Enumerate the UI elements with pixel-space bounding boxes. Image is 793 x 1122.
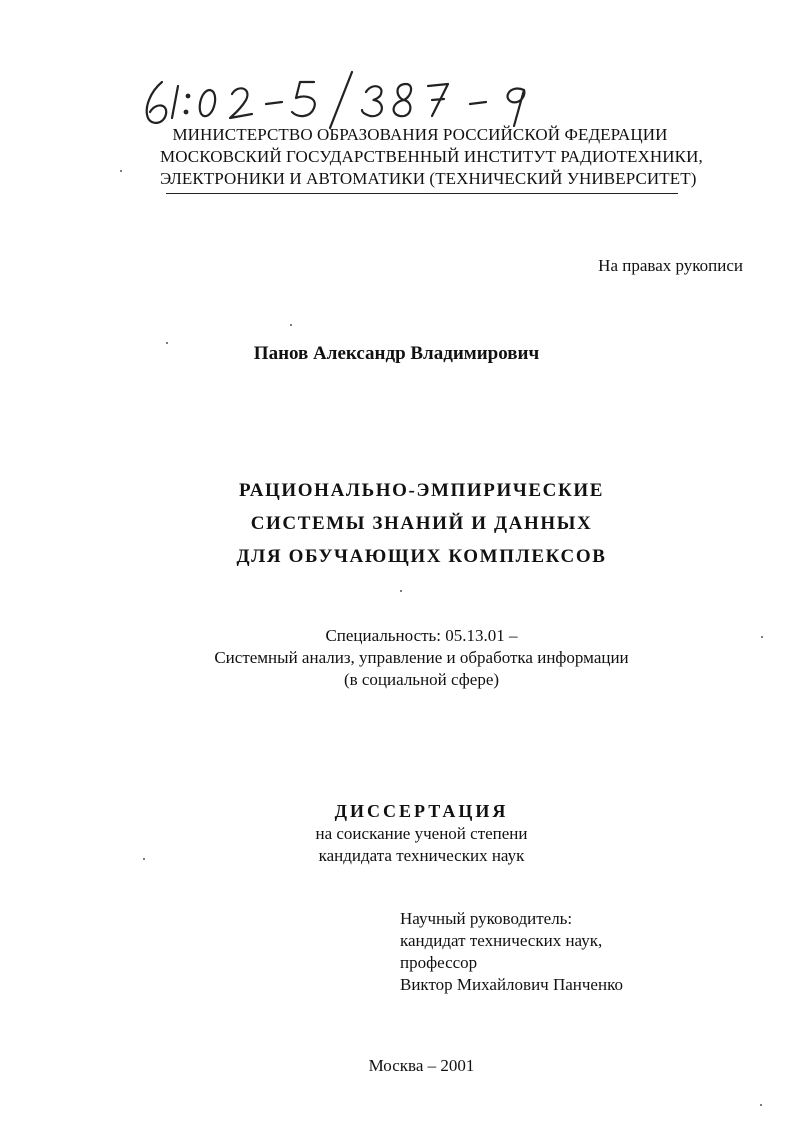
supervisor-block <box>400 908 623 996</box>
header-ministry: МИНИСТЕРСТВО ОБРАЗОВАНИЯ РОССИЙСКОЙ ФЕДЕРАЦИИ <box>172 125 668 144</box>
city-year: Москва – 2001 <box>368 1056 475 1075</box>
author-name: Панов Александр Владимирович <box>253 343 540 364</box>
title-line-3: ДЛЯ ОБУЧАЮЩИХ КОМПЛЕКСОВ <box>236 546 607 567</box>
scan-speck <box>760 1104 762 1106</box>
scan-speck <box>400 590 402 592</box>
header-divider <box>166 193 678 194</box>
scan-speck <box>120 170 122 172</box>
supervisor-title: профессор <box>400 953 478 972</box>
dissertation-heading: ДИССЕРТАЦИЯ <box>334 801 509 821</box>
specialty-sphere: (в социальной сфере) <box>343 670 500 689</box>
scan-speck <box>166 342 168 344</box>
scan-speck <box>761 636 763 638</box>
supervisor-degree: кандидат технических наук, <box>400 931 603 950</box>
handwritten-number-graphic <box>140 68 560 130</box>
handwritten-registry-number <box>140 68 560 130</box>
supervisor-name: Виктор Михайлович Панченко <box>400 975 623 994</box>
specialty-code: Специальность: 05.13.01 – <box>325 626 518 645</box>
degree-line-1: на соискание ученой степени <box>315 824 528 843</box>
title-line-1: РАЦИОНАЛЬНО-ЭМПИРИЧЕСКИЕ <box>238 480 605 501</box>
degree-line-2: кандидата технических наук <box>318 846 525 865</box>
title-line-2: СИСТЕМЫ ЗНАНИЙ И ДАННЫХ <box>250 513 593 534</box>
specialty-name: Системный анализ, управление и обработка информации <box>214 648 629 667</box>
header-institute-cont: ЭЛЕКТРОНИКИ И АВТОМАТИКИ (ТЕХНИЧЕСКИЙ УНИВЕРСИТЕТ) <box>160 169 697 188</box>
specialty-block <box>0 625 793 691</box>
scan-speck <box>290 324 292 326</box>
institution-header <box>160 124 703 190</box>
scan-speck <box>143 858 145 860</box>
dissertation-title <box>0 474 793 573</box>
supervisor-label: Научный руководитель: <box>400 909 573 928</box>
manuscript-note: На правах рукописи <box>598 256 743 275</box>
dissertation-block <box>0 800 793 867</box>
header-institute: МОСКОВСКИЙ ГОСУДАРСТВЕННЫЙ ИНСТИТУТ РАДИОТЕХНИКИ, <box>160 147 703 166</box>
